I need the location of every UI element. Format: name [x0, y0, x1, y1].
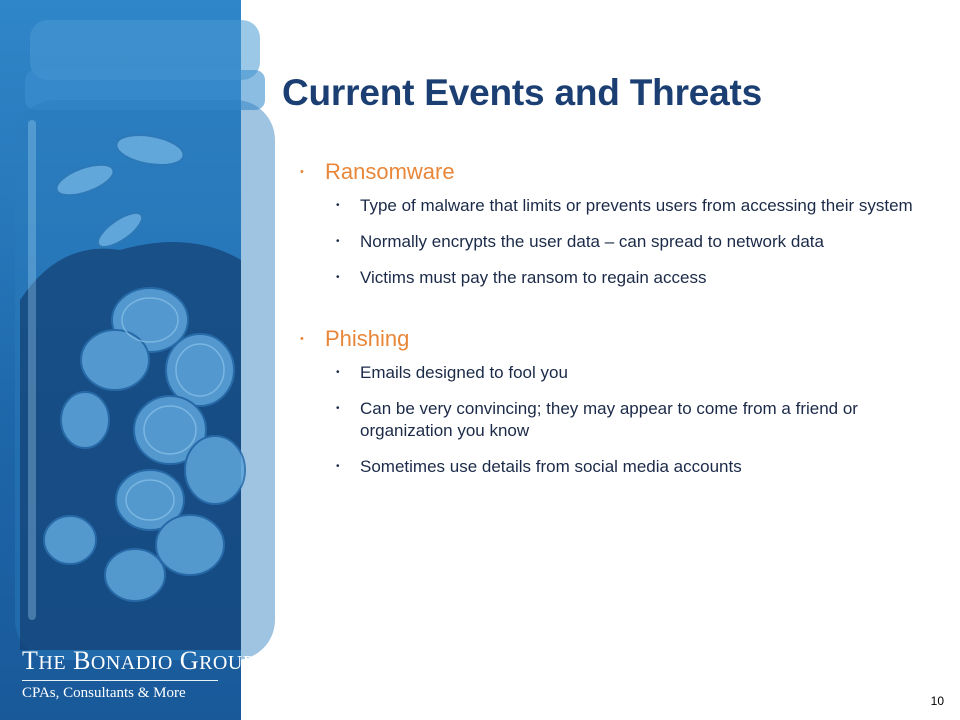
heading-text: Phishing — [325, 326, 410, 351]
section-heading — [298, 325, 918, 353]
list-item — [334, 456, 918, 478]
logo-tagline: CPAs, Consultants & More — [22, 685, 186, 701]
item-text: Emails designed to fool you — [360, 363, 568, 382]
item-text: Victims must pay the ransom to regain access — [360, 268, 707, 287]
list-item — [334, 231, 918, 253]
page-number: 10 — [930, 694, 944, 708]
section-phishing — [298, 325, 918, 478]
heading-text: Ransomware — [325, 159, 455, 184]
slide-title: Current Events and Threats — [282, 72, 763, 113]
company-logo — [22, 646, 255, 702]
list-item — [334, 362, 918, 384]
list-item — [334, 398, 918, 442]
bullet-icon: • — [336, 403, 340, 414]
bullet-icon: • — [336, 367, 340, 378]
item-text: Can be very convincing; they may appear to come from a friend or organization you know — [360, 399, 858, 440]
coin-jar-illustration — [0, 0, 255, 720]
logo-name: THE BONADIO GROUP — [22, 646, 255, 675]
logo-divider — [22, 680, 218, 681]
bullet-icon: • — [300, 166, 304, 178]
list-item — [334, 195, 918, 217]
bullet-icon: • — [336, 236, 340, 247]
bullet-icon: • — [336, 272, 340, 283]
item-text: Sometimes use details from social media accounts — [360, 457, 742, 476]
bullet-icon: • — [336, 200, 340, 211]
slide-content — [298, 158, 918, 514]
item-text: Type of malware that limits or prevents users from accessing their system — [360, 196, 913, 215]
section-heading — [298, 158, 918, 186]
list-item — [334, 267, 918, 289]
section-ransomware — [298, 158, 918, 289]
item-text: Normally encrypts the user data – can spread to network data — [360, 232, 824, 251]
bullet-icon: • — [300, 333, 304, 345]
sub-bullet-list — [298, 195, 918, 289]
bullet-icon: • — [336, 461, 340, 472]
coin-jar-image — [0, 0, 255, 720]
sub-bullet-list — [298, 362, 918, 478]
